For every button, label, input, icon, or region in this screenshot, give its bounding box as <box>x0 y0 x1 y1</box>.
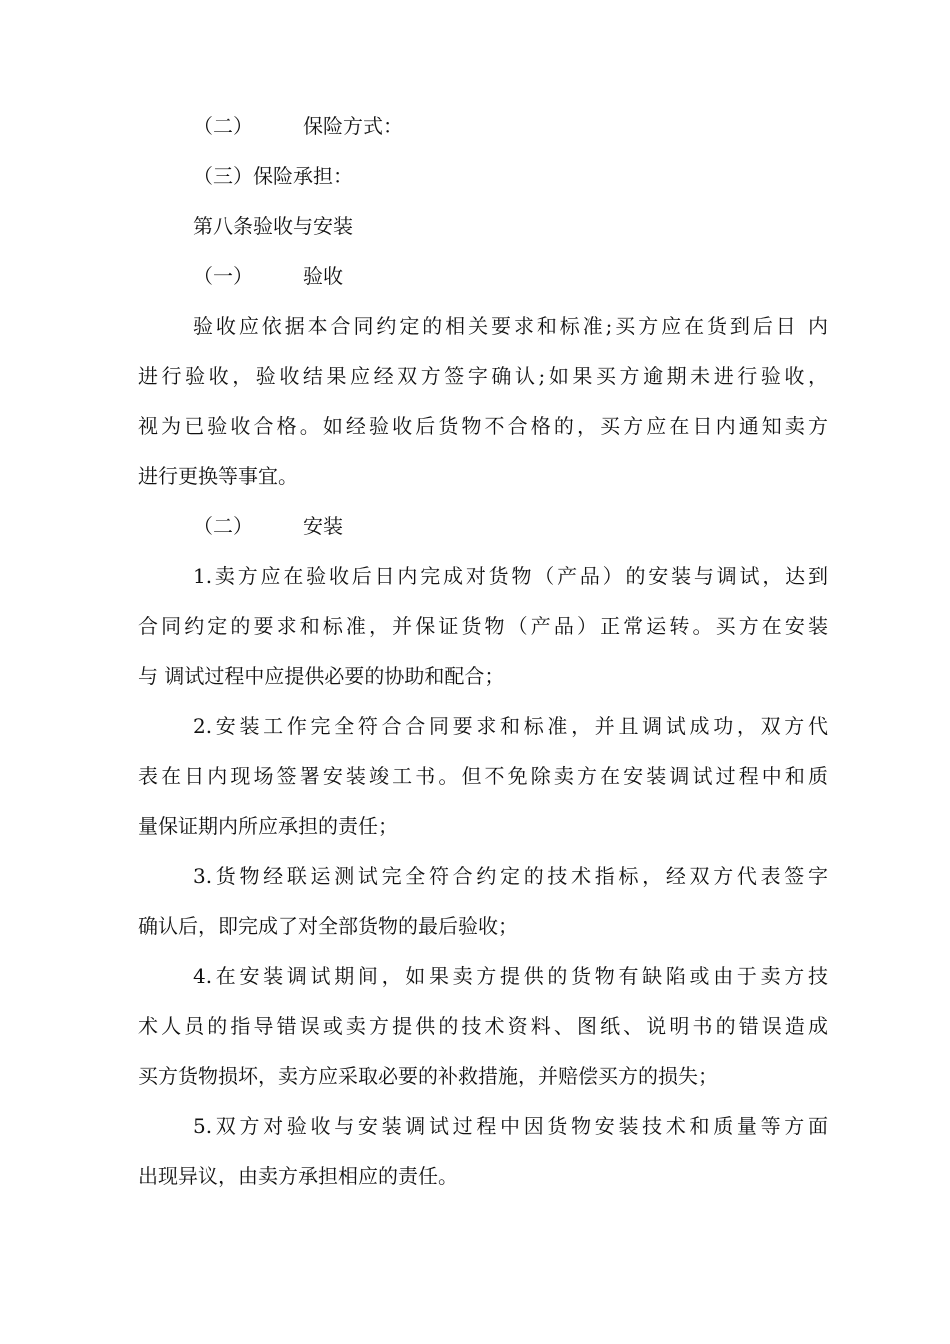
clause-number: （二） <box>193 114 253 138</box>
article-heading: 第八条验收与安装 <box>193 214 353 238</box>
clause-acceptance <box>193 262 883 290</box>
paragraph-line: 出现异议，由卖方承担相应的责任。 <box>138 1164 458 1188</box>
paragraph-line: 3.货物经联运测试完全符合约定的技术指标，经双方代表签字 <box>193 864 828 888</box>
clause-number: （二） <box>193 514 253 538</box>
paragraph-line: 1.卖方应在验收后日内完成对货物（产品）的安装与调试，达到 <box>193 564 828 588</box>
paragraph-line: 与 调试过程中应提供必要的协助和配合； <box>138 664 505 688</box>
clause-number: （一） <box>193 264 253 288</box>
paragraph-line: 量保证期内所应承担的责任； <box>138 814 398 838</box>
paragraph-line: 5.双方对验收与安装调试过程中因货物安装技术和质量等方面 <box>193 1114 828 1138</box>
clause-title: 验收 <box>303 264 343 288</box>
clause-title: 安装 <box>303 514 343 538</box>
paragraph-line: 4.在安装调试期间，如果卖方提供的货物有缺陷或由于卖方技 <box>193 964 828 988</box>
paragraph-line: 术人员的指导错误或卖方提供的技术资料、图纸、说明书的错误造成 <box>138 1014 828 1038</box>
paragraph-line: 合同约定的要求和标准，并保证货物（产品）正常运转。买方在安装 <box>138 614 828 638</box>
paragraph-line: 视为已验收合格。如经验收后货物不合格的，买方应在日内通知卖方 <box>138 414 828 438</box>
paragraph-line: 进行更换等事宜。 <box>138 464 298 488</box>
clause-title: 保险方式： <box>303 114 403 138</box>
clause-installation <box>193 512 883 540</box>
paragraph-line: 进行验收，验收结果应经双方签字确认;如果买方逾期未进行验收， <box>138 364 828 388</box>
paragraph-line: 验收应依据本合同约定的相关要求和标准;买方应在货到后日 内 <box>193 314 828 338</box>
paragraph-line: 确认后，即完成了对全部货物的最后验收； <box>138 914 518 938</box>
paragraph-line: 买方货物损坏，卖方应采取必要的补救措施，并赔偿买方的损失； <box>138 1064 718 1088</box>
paragraph-line: 表在日内现场签署安装竣工书。但不免除卖方在安装调试过程中和质 <box>138 764 828 788</box>
paragraph-line: 2.安装工作完全符合合同要求和标准，并且调试成功，双方代 <box>193 714 828 738</box>
clause-insurance-bearing: （三）保险承担： <box>193 164 353 188</box>
clause-insurance-method <box>193 112 883 140</box>
